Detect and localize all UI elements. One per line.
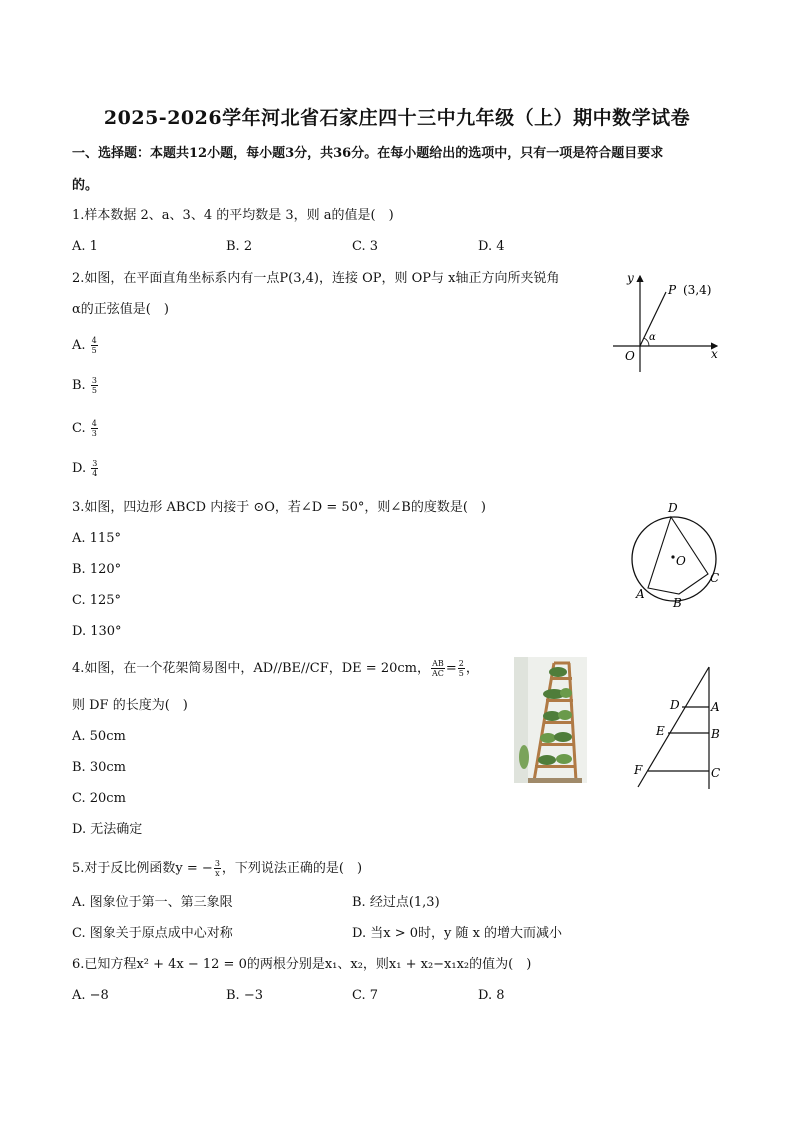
- point-f-label: F: [634, 763, 643, 777]
- q3-stem: 3.如图，四边形 ABCD 内接于 ⊙O，若∠D = 50°，则∠B的度数是( ): [72, 500, 487, 515]
- q2-option-d: D. $\frac{3}{4}$: [72, 459, 98, 478]
- section-heading-line1: 一、选择题：本题共12小题，每小题3分，共36分。在每小题给出的选项中，只有一项是符合题目要求: [72, 146, 664, 161]
- q1-option-d: D. 4: [478, 239, 505, 254]
- page-title: 2025-2026学年河北省石家庄四十三中九年级（上）期中数学试卷: [103, 107, 691, 129]
- q2-stem-line1: 2.如图，在平面直角坐标系内有一点P(3,4)，连接 OP，则 OP与 x轴正方向所夹锐角: [72, 271, 560, 286]
- q2-option-d-fraction: $\frac{3}{4}$: [92, 459, 98, 478]
- q6-option-b: B. −3: [226, 988, 263, 1003]
- point-e-label: E: [656, 724, 665, 738]
- q1-option-c: C. 3: [352, 239, 379, 254]
- q5-stem: 5.对于反比例函数y = − $\frac{3}{x}$ ，下列说法正确的是( ): [72, 859, 363, 878]
- point-p-label: P: [668, 283, 677, 297]
- q4-stem-line2: 则 DF 的长度为( ): [72, 698, 188, 713]
- vertex-b-label: B: [673, 596, 682, 610]
- q4-option-a: A. 50cm: [72, 729, 126, 744]
- section-heading-line2: 的。: [72, 178, 99, 193]
- q2-option-c-fraction: $\frac{4}{3}$: [91, 419, 97, 438]
- q4-value-fraction: $\frac{2}{5}$: [458, 659, 464, 678]
- q6-option-c: C. 7: [352, 988, 379, 1003]
- q4-option-c: C. 20cm: [72, 791, 126, 806]
- q2-option-b: B. $\frac{3}{5}$: [72, 376, 97, 395]
- q5-function-fraction: $\frac{3}{x}$: [214, 859, 220, 878]
- q4-option-d: D. 无法确定: [72, 822, 143, 837]
- q5-option-b: B. 经过点(1,3): [352, 895, 440, 910]
- flower-shelf-photo: [514, 657, 587, 783]
- q3-circle-figure: [622, 497, 732, 615]
- center-o-label: O: [676, 554, 686, 568]
- q1-option-b: B. 2: [226, 239, 253, 254]
- q2-option-b-fraction: $\frac{3}{5}$: [91, 376, 97, 395]
- point-p-coord: (3,4): [683, 283, 712, 297]
- q3-option-a: A. 115°: [72, 531, 121, 546]
- point-d-label: D: [670, 698, 680, 712]
- q5-option-d: D. 当x > 0时，y 随 x 的增大而减小: [352, 926, 563, 941]
- y-axis-label: y: [627, 271, 634, 285]
- point-a-label: A: [711, 700, 720, 714]
- origin-label: O: [625, 349, 635, 363]
- vertex-d-label: D: [668, 501, 678, 515]
- q3-option-b: B. 120°: [72, 562, 122, 577]
- q5-option-c: C. 图象关于原点成中心对称: [72, 926, 233, 941]
- q2-option-c: C. $\frac{4}{3}$: [72, 419, 97, 438]
- alpha-label: α: [649, 332, 656, 343]
- q1-option-a: A. 1: [72, 239, 98, 254]
- vertex-a-label: A: [636, 587, 645, 601]
- q4-ratio-fraction: $\frac{AB}{AC}$: [431, 659, 444, 678]
- q6-option-d: D. 8: [478, 988, 505, 1003]
- q4-option-b: B. 30cm: [72, 760, 126, 775]
- x-axis-label: x: [711, 347, 718, 361]
- q6-stem: 6.已知方程x² + 4x − 12 = 0的两根分别是x₁、x₂，则x₁ + x₂−x₁x₂的值为( ): [72, 957, 532, 972]
- q2-option-a-fraction: $\frac{4}{5}$: [91, 336, 97, 355]
- q6-option-a: A. −8: [72, 988, 109, 1003]
- q4-parallel-lines-figure: [628, 663, 738, 791]
- point-c-label: C: [711, 766, 721, 780]
- q1-stem: 1.样本数据 2、a、3、4 的平均数是 3，则 a的值是( ): [72, 208, 394, 223]
- q4-stem-line1: 4.如图，在一个花架简易图中，AD//BE//CF，DE = 20cm， $\frac{AB}{AC}$ = $\frac{2}{5}$ ，: [72, 659, 479, 678]
- q2-stem-line2: α的正弦值是( ): [72, 302, 169, 317]
- q2-coordinate-figure: [605, 268, 730, 378]
- center-dot: [671, 555, 674, 558]
- vertex-c-label: C: [710, 571, 720, 585]
- slanted-line-df: [638, 667, 709, 787]
- q2-option-a: A. $\frac{4}{5}$: [72, 336, 97, 355]
- point-b-label: B: [711, 727, 720, 741]
- q5-option-a: A. 图象位于第一、第三象限: [72, 895, 233, 910]
- q3-option-d: D. 130°: [72, 624, 122, 639]
- q3-option-c: C. 125°: [72, 593, 122, 608]
